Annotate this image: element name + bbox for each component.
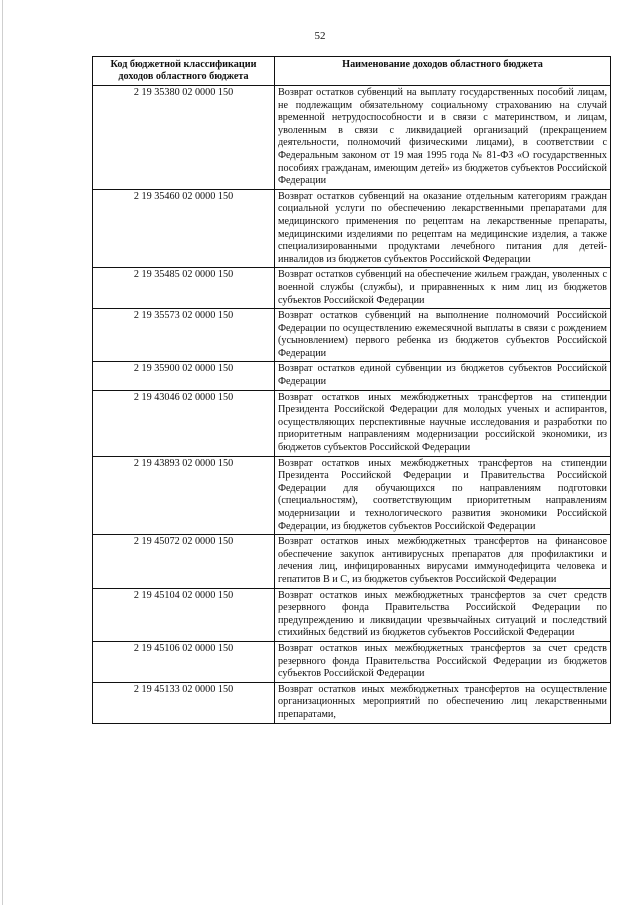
table-row <box>93 682 611 723</box>
classification-code-cell: 2 19 35900 02 0000 150 <box>93 362 275 390</box>
revenue-name-cell: Возврат остатков иных межбюджетных трансфертов за счет средств резервного фонда Правительства Российской Федерации по предупреждению и ликвидации чрезвычайных ситуаций и последствий стихийных бедствий из бюджетов субъектов Российской Федерации <box>275 588 611 641</box>
revenue-name-cell: Возврат остатков иных межбюджетных трансфертов на стипендии Президента Российской Федерации и Правительства Российской Федерации для обучающихся по направлениям подготовки (специальностям), соответствующим приоритетным направлениям модернизации и технологического развития экономики Российской Федерации, из бюджетов субъектов Российской Федерации <box>275 456 611 535</box>
table-row <box>93 268 611 309</box>
table-row <box>93 588 611 641</box>
classification-code-cell: 2 19 35573 02 0000 150 <box>93 309 275 362</box>
classification-code-cell: 2 19 45133 02 0000 150 <box>93 682 275 723</box>
revenue-name-cell: Возврат остатков субвенций на обеспечение жильем граждан, уволенных с военной службы (службы), и приравненных к ним лиц из бюджетов субъектов Российской Федерации <box>275 268 611 309</box>
revenue-name-cell: Возврат остатков иных межбюджетных трансфертов за счет средств резервного фонда Правительства Российской Федерации из бюджетов субъектов Российской Федерации <box>275 641 611 682</box>
table-row <box>93 309 611 362</box>
revenue-name-cell: Возврат остатков иных межбюджетных трансфертов на осуществление организационных мероприятий по обеспечению лиц лекарственными препаратами, <box>275 682 611 723</box>
table-row <box>93 189 611 268</box>
classification-code-cell: 2 19 43893 02 0000 150 <box>93 456 275 535</box>
table-row <box>93 535 611 588</box>
revenue-name-cell: Возврат остатков субвенций на оказание отдельным категориям граждан социальной услуги по обеспечению лекарственными препаратами для медицинского применения по рецептам на лекарственные препараты, медицинскими изделиями по рецептам на медицинские изделия, а также специализированными продуктами лечебного питания для детей-инвалидов из бюджетов субъектов Российской Федерации <box>275 189 611 268</box>
scan-edge-line <box>2 0 3 905</box>
revenue-name-cell: Возврат остатков иных межбюджетных трансфертов на стипендии Президента Российской Федерации для молодых ученых и аспирантов, осуществляющих перспективные научные исследования и разработки по приоритетным направлениям модернизации российской экономики, из бюджетов субъектов Российской Федерации <box>275 390 611 456</box>
classification-code-cell: 2 19 35485 02 0000 150 <box>93 268 275 309</box>
header-name: Наименование доходов областного бюджета <box>275 57 611 86</box>
budget-revenue-table <box>92 56 611 724</box>
classification-code-cell: 2 19 35460 02 0000 150 <box>93 189 275 268</box>
table-row <box>93 641 611 682</box>
table-row <box>93 456 611 535</box>
classification-code-cell: 2 19 35380 02 0000 150 <box>93 86 275 190</box>
revenue-name-cell: Возврат остатков иных межбюджетных трансфертов на финансовое обеспечение закупок антивирусных препаратов для профилактики и лечения лиц, инфицированных вирусами иммунодефицита человека и гепатитов В и С, из бюджетов субъектов Российской Федерации <box>275 535 611 588</box>
revenue-name-cell: Возврат остатков субвенций на выполнение полномочий Российской Федерации по осуществлению ежемесячной выплаты в связи с рождением (усыновлением) первого ребенка из бюджетов субъектов Российской Федерации <box>275 309 611 362</box>
classification-code-cell: 2 19 45104 02 0000 150 <box>93 588 275 641</box>
table-row <box>93 362 611 390</box>
table-body <box>93 86 611 724</box>
classification-code-cell: 2 19 43046 02 0000 150 <box>93 390 275 456</box>
revenue-name-cell: Возврат остатков единой субвенции из бюджетов субъектов Российской Федерации <box>275 362 611 390</box>
header-code: Код бюджетной классификации доходов областного бюджета <box>93 57 275 86</box>
table-header-row <box>93 57 611 86</box>
revenue-name-cell: Возврат остатков субвенций на выплату государственных пособий лицам, не подлежащим обязательному социальному страхованию на случай временной нетрудоспособности и в связи с материнством, и лицам, уволенным в связи с ликвидацией организаций (прекращением деятельности, полномочий физическими лицами), в соответствии с Федеральным законом от 19 мая 1995 года № 81-ФЗ «О государственных пособиях гражданам, имеющим детей» из бюджетов субъектов Российской Федерации <box>275 86 611 190</box>
table-row <box>93 86 611 190</box>
classification-code-cell: 2 19 45072 02 0000 150 <box>93 535 275 588</box>
classification-code-cell: 2 19 45106 02 0000 150 <box>93 641 275 682</box>
table-row <box>93 390 611 456</box>
page-number: 52 <box>314 30 326 42</box>
